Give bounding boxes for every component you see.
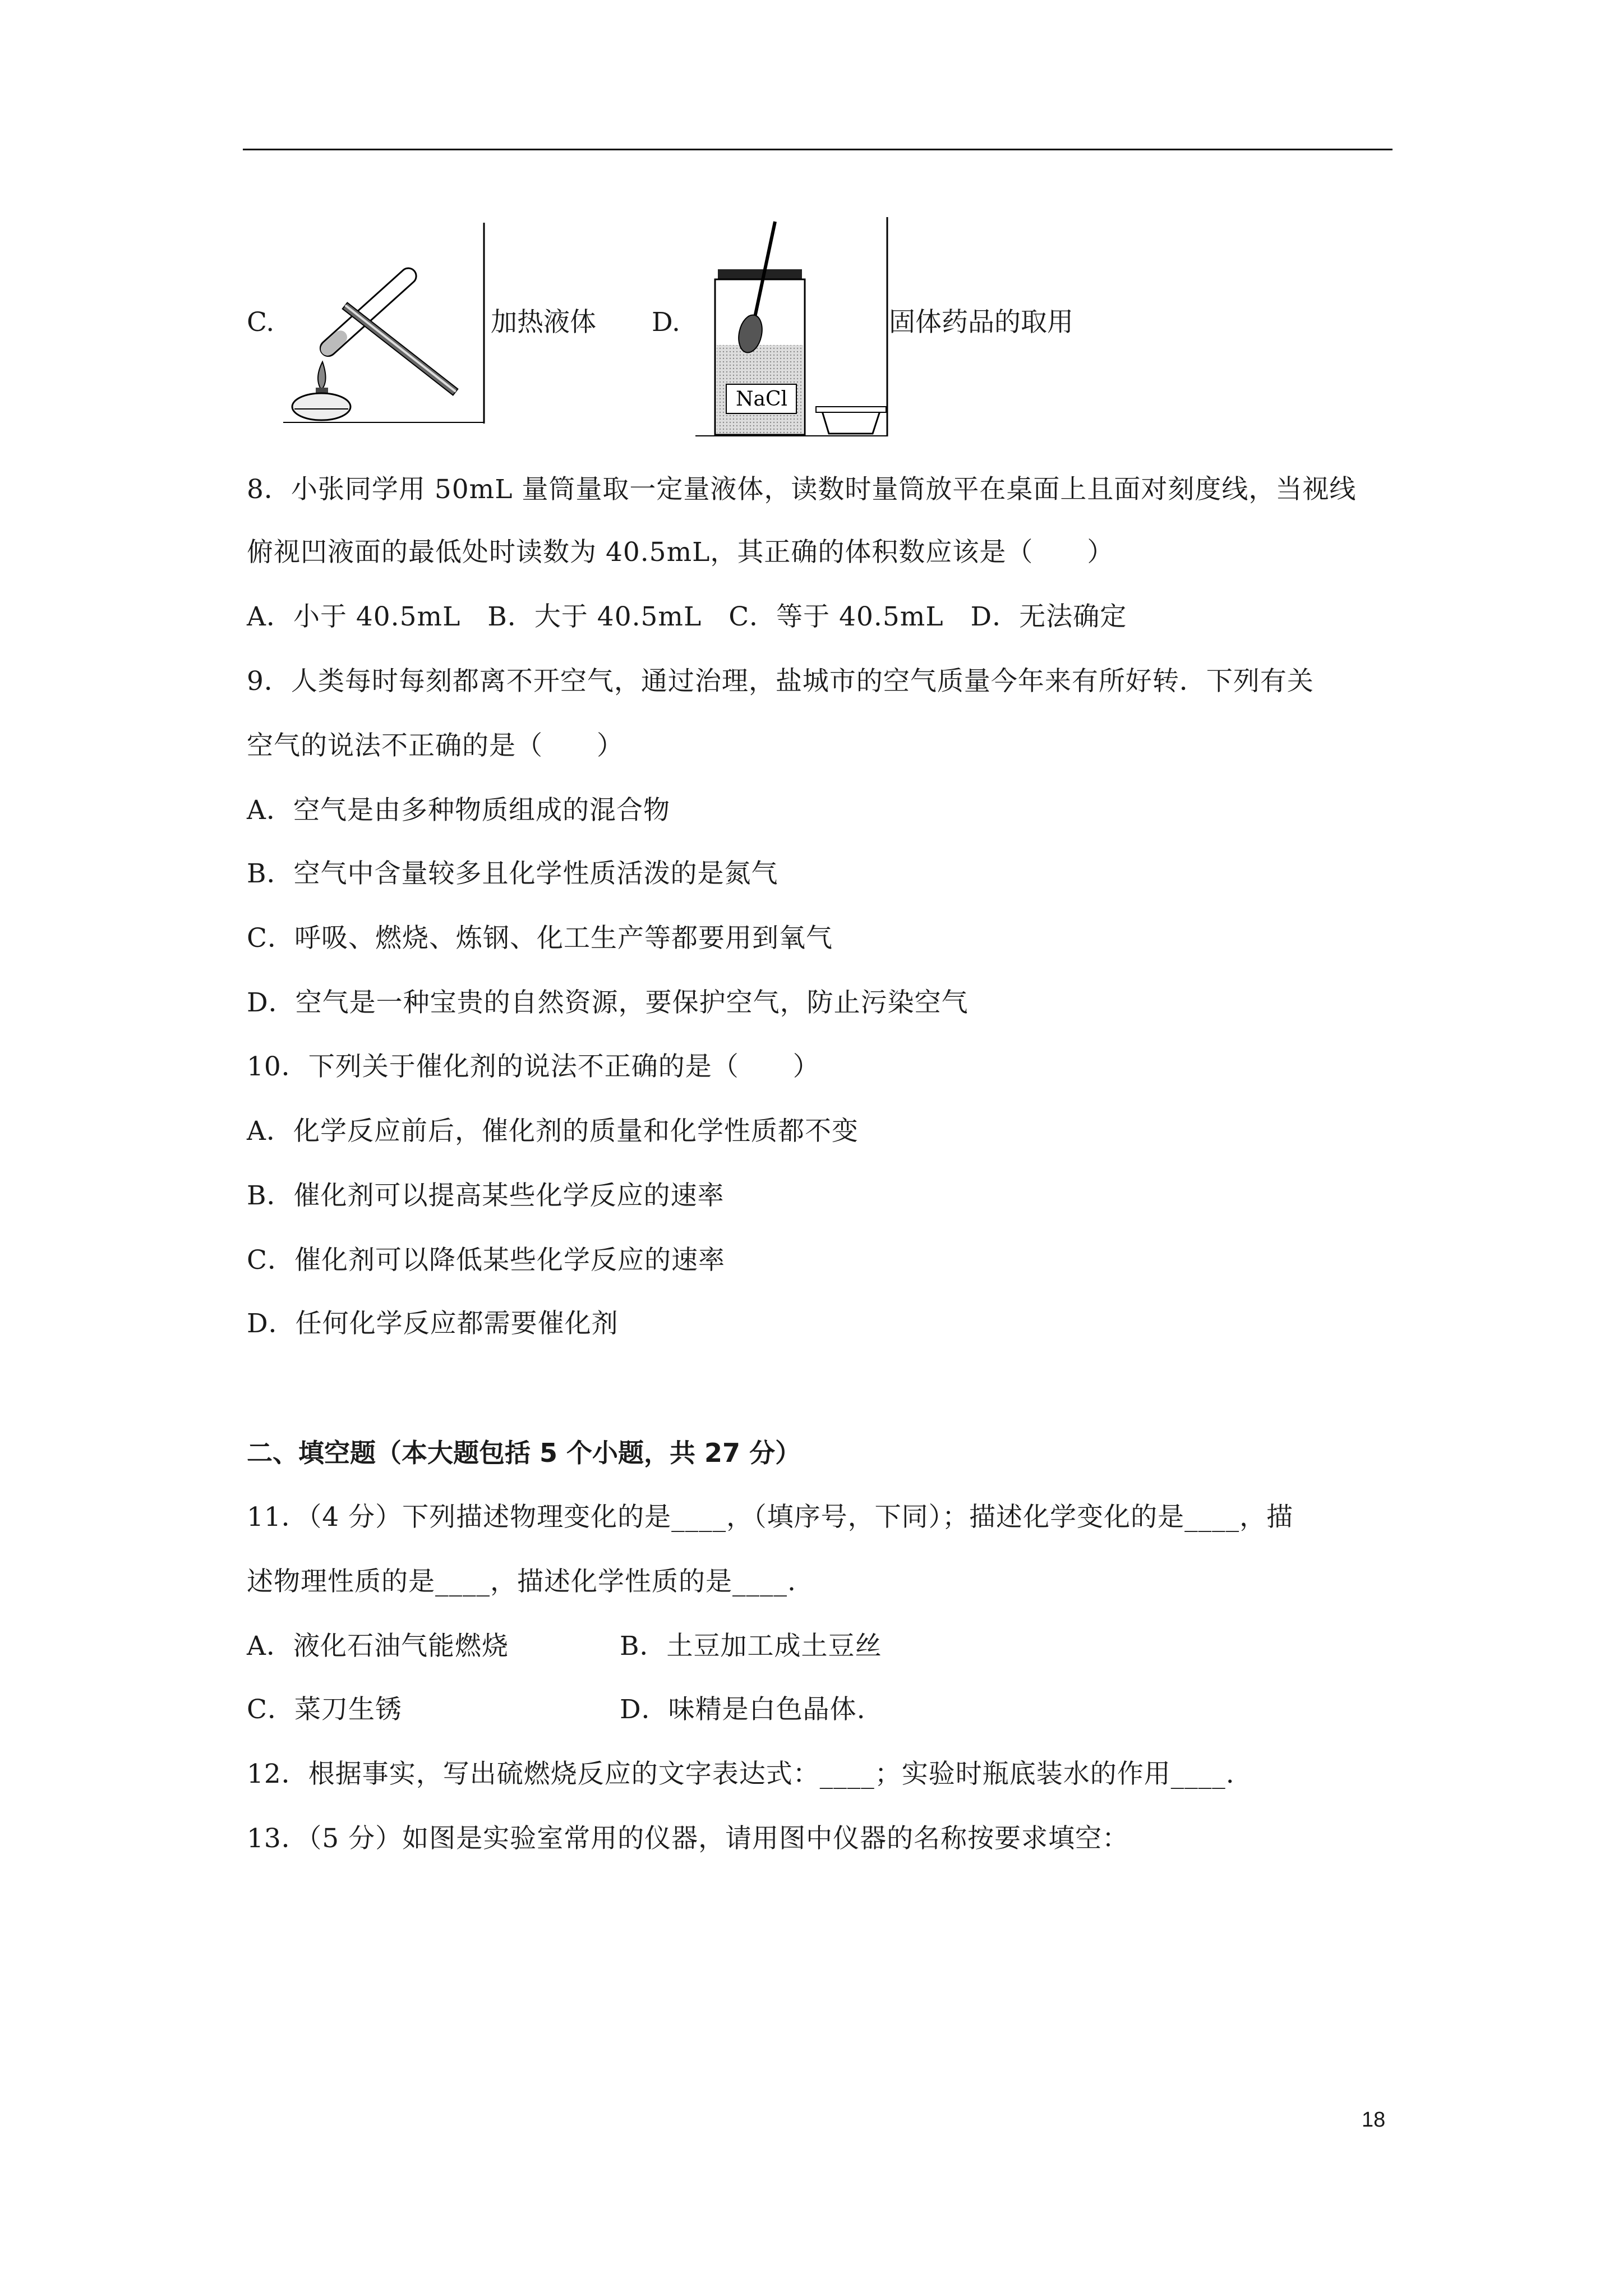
q9-line2: 空气的说法不正确的是（ ） bbox=[247, 730, 624, 761]
nacl-label: NaCl bbox=[735, 388, 788, 411]
q8-line2: 俯视凹液面的最低处时读数为 40.5mL，其正确的体积数应该是（ ） bbox=[247, 537, 1114, 568]
q12-text: 12．根据事实，写出硫燃烧反应的文字表达式：____；实验时瓶底装水的作用____. bbox=[247, 1759, 1235, 1789]
q9-option-d: D．空气是一种宝贵的自然资源，要保护空气，防止污染空气 bbox=[247, 987, 969, 1018]
page-number: 18 bbox=[1362, 2108, 1386, 2132]
q10-option-d: D．任何化学反应都需要催化剂 bbox=[247, 1308, 619, 1339]
q8-options: A．小于 40.5mL B．大于 40.5mL C．等于 40.5mL D．无法确定 bbox=[247, 601, 1127, 632]
q9-line1: 9．人类每时每刻都离不开空气，通过治理，盐城市的空气质量今年来有所好转．下列有关 bbox=[247, 666, 1314, 697]
q10-line1: 10．下列关于催化剂的说法不正确的是（ ） bbox=[247, 1051, 820, 1082]
heating-liquid-figure bbox=[283, 222, 491, 424]
q11-line1: 11．（4 分）下列描述物理变化的是____，（填序号，下同）；描述化学变化的是____，描 bbox=[247, 1502, 1294, 1533]
option-d-caption: 固体药品的取用 bbox=[889, 307, 1073, 338]
q10-option-a: A．化学反应前后，催化剂的质量和化学性质都不变 bbox=[247, 1116, 859, 1147]
q11-option-d: D．味精是白色晶体. bbox=[620, 1694, 866, 1725]
q8-line1: 8．小张同学用 50mL 量筒量取一定量液体，读数时量筒放平在桌面上且面对刻度线，当视线 bbox=[247, 474, 1357, 505]
q11-option-b: B．土豆加工成土豆丝 bbox=[620, 1631, 882, 1662]
q11-option-c: C．菜刀生锈 bbox=[247, 1694, 402, 1725]
q9-option-b: B．空气中含量较多且化学性质活泼的是氮气 bbox=[247, 858, 778, 889]
q13-text: 13．（5 分）如图是实验室常用的仪器，请用图中仪器的名称按要求填空： bbox=[247, 1823, 1129, 1854]
q9-option-c: C．呼吸、燃烧、炼钢、化工生产等都要用到氧气 bbox=[247, 923, 833, 954]
q10-option-c: C．催化剂可以降低某些化学反应的速率 bbox=[247, 1245, 725, 1276]
q10-option-b: B．催化剂可以提高某些化学反应的速率 bbox=[247, 1180, 725, 1211]
section-heading: 二、填空题（本大题包括 5 个小题，共 27 分） bbox=[247, 1438, 801, 1468]
option-c-caption: 加热液体 bbox=[491, 307, 596, 338]
header-rule bbox=[243, 149, 1393, 150]
option-c-label: C. bbox=[247, 307, 275, 338]
solid-reagent-figure bbox=[695, 216, 892, 438]
q11-line2: 述物理性质的是____，描述化学性质的是____. bbox=[247, 1566, 796, 1597]
q11-option-a: A．液化石油气能燃烧 bbox=[247, 1631, 509, 1662]
option-d-label: D. bbox=[652, 307, 680, 338]
q9-option-a: A．空气是由多种物质组成的混合物 bbox=[247, 795, 670, 826]
